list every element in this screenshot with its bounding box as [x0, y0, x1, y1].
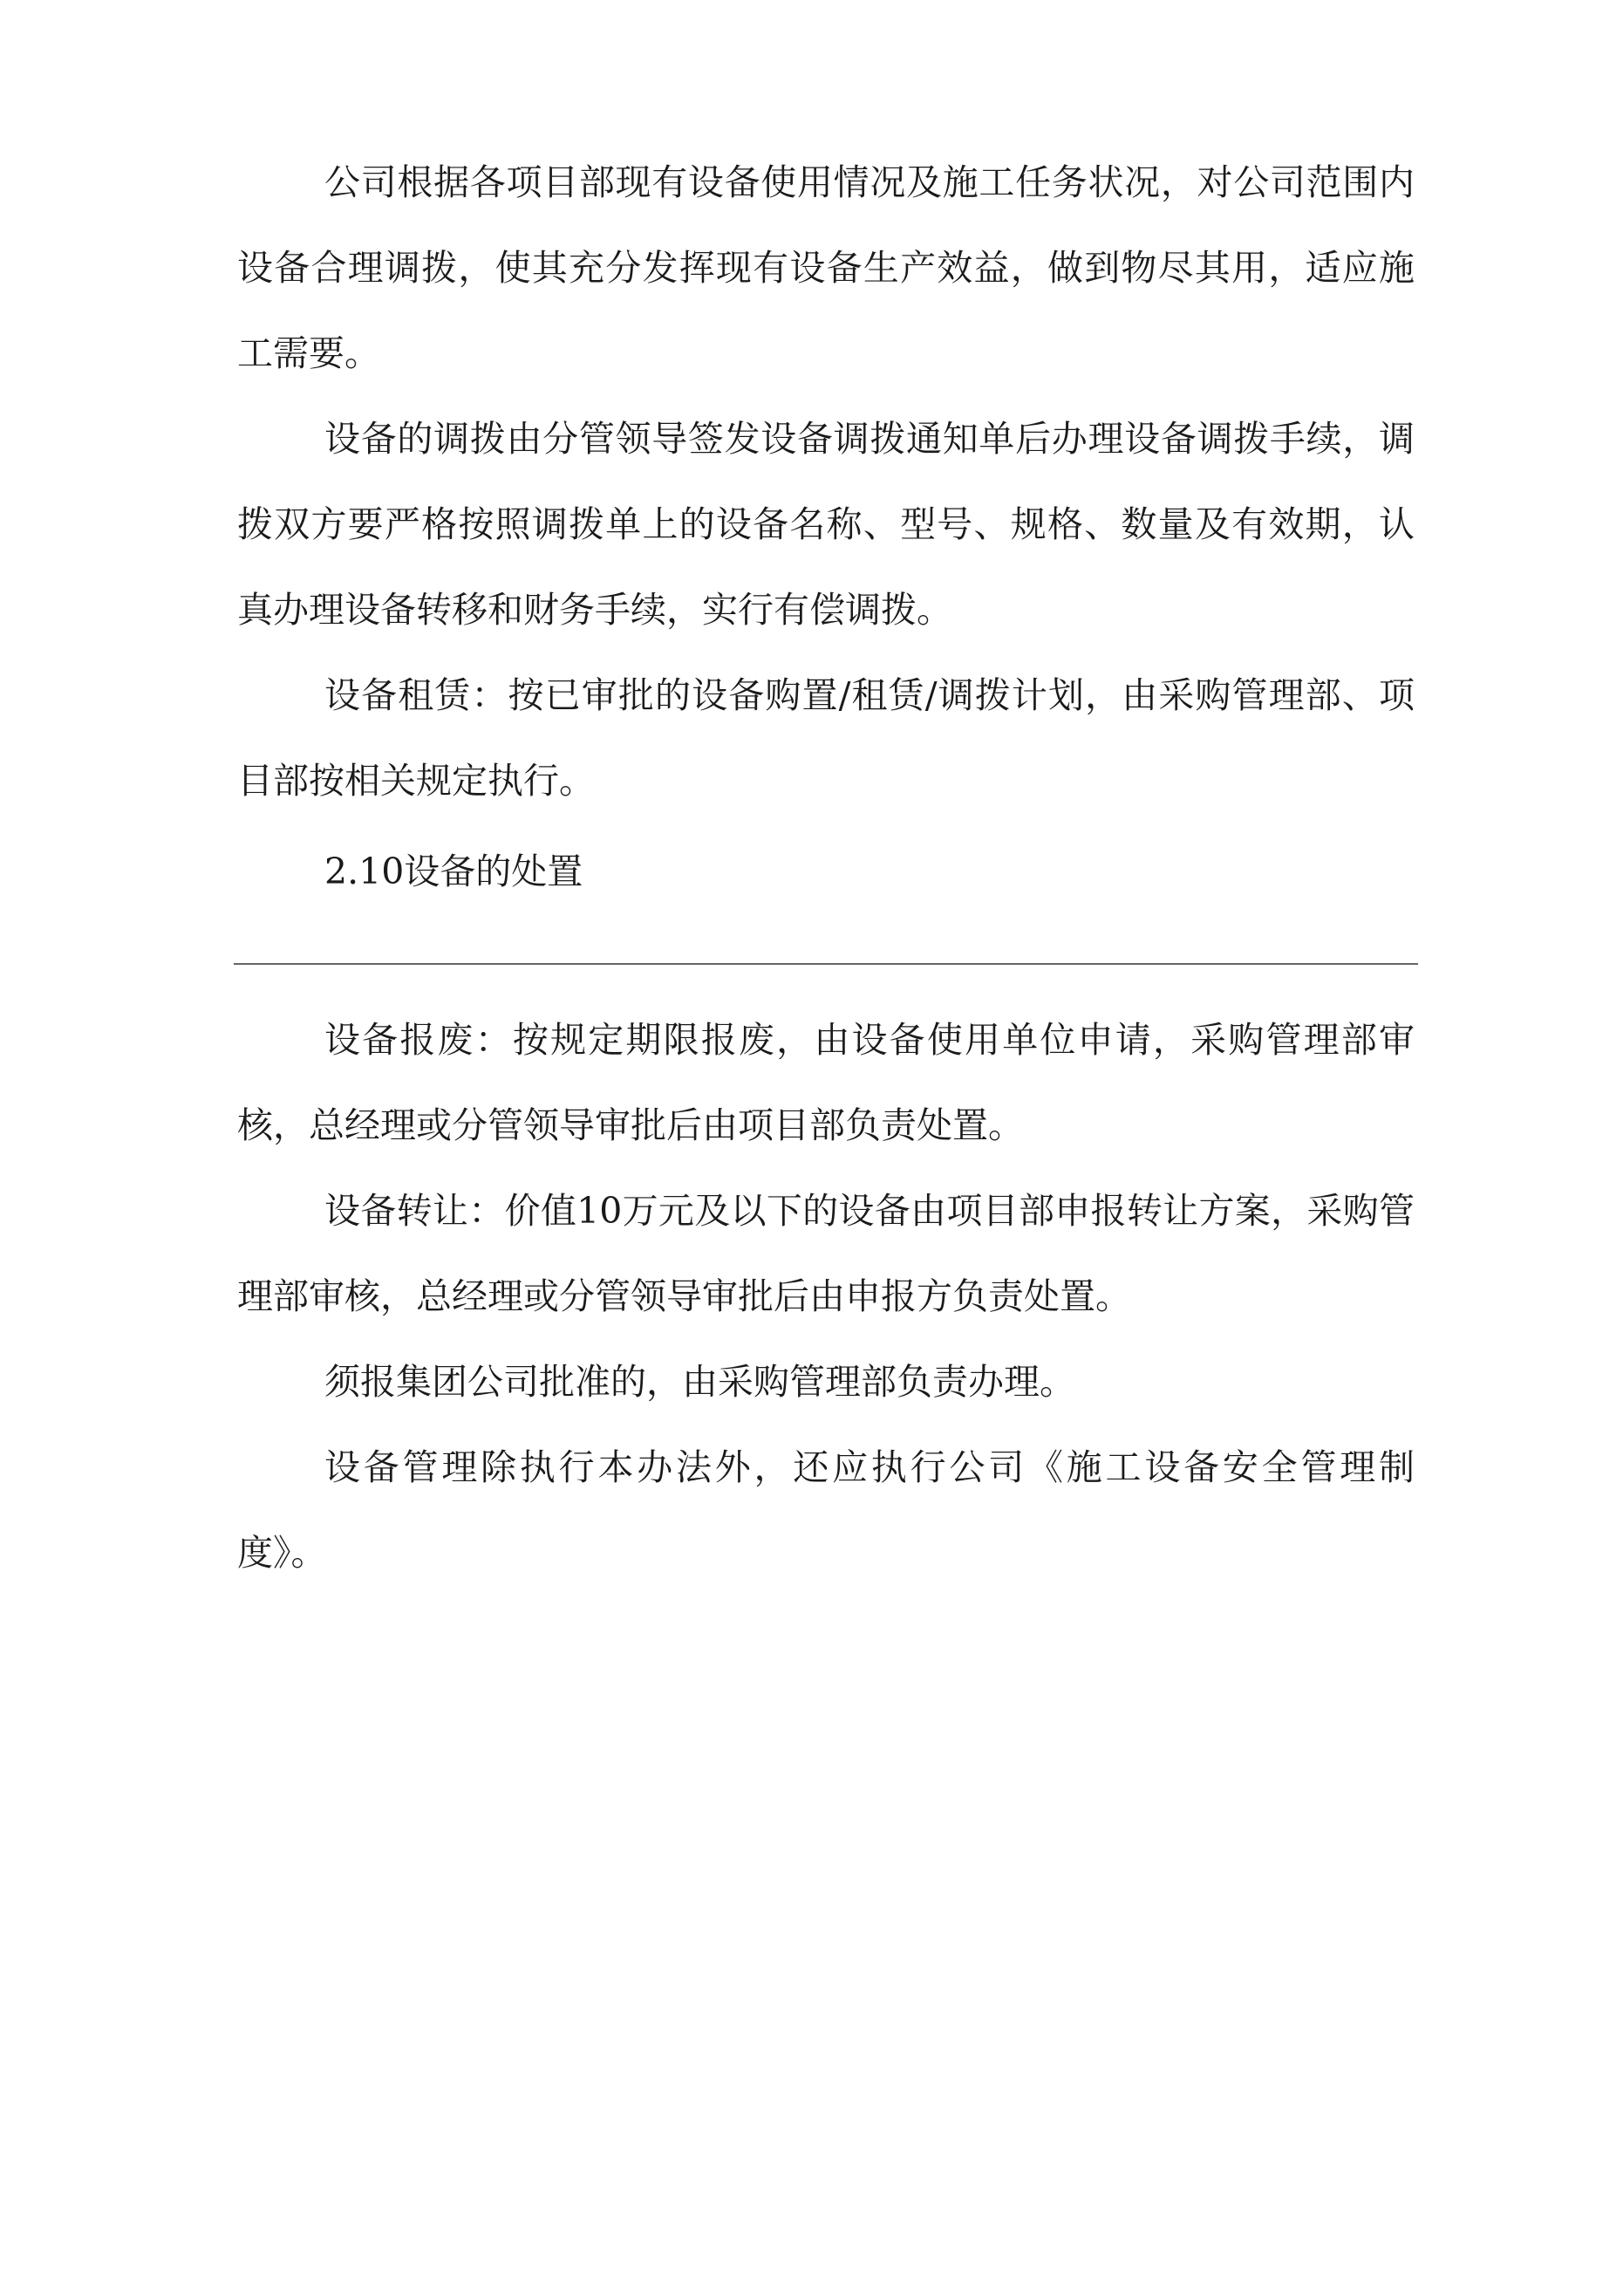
page-divider — [234, 963, 1418, 965]
section-heading-equipment-disposal: 2.10设备的处置 — [324, 851, 583, 892]
paragraph-equipment-transfer: 设备转让：价值10万元及以下的设备由项目部申报转让方案，采购管理部审核，总经理或分管领导审批后由申报方负责处置。 — [237, 1190, 1415, 1317]
paragraph-equipment-leasing: 设备租赁：按已审批的设备购置/租赁/调拨计划，由采购管理部、项目部按相关规定执行。 — [237, 674, 1415, 802]
paragraph-equipment-allocation: 公司根据各项目部现有设备使用情况及施工任务状况，对公司范围内设备合理调拨，使其充分发挥现有设备生产效益，做到物尽其用，适应施工需要。 — [237, 161, 1415, 374]
paragraph-allocation-procedure: 设备的调拨由分管领导签发设备调拨通知单后办理设备调拨手续，调拨双方要严格按照调拨单上的设备名称、型号、规格、数量及有效期，认真办理设备转移和财务手续，实行有偿调拨。 — [237, 418, 1415, 631]
paragraph-equipment-scrapping: 设备报废：按规定期限报废，由设备使用单位申请，采购管理部审核，总经理或分管领导审批后由项目部负责处置。 — [237, 1019, 1415, 1146]
paragraph-management-rules: 设备管理除执行本办法外，还应执行公司《施工设备安全管理制度》。 — [237, 1446, 1415, 1574]
paragraph-group-approval: 须报集团公司批准的，由采购管理部负责办理。 — [324, 1361, 1075, 1403]
